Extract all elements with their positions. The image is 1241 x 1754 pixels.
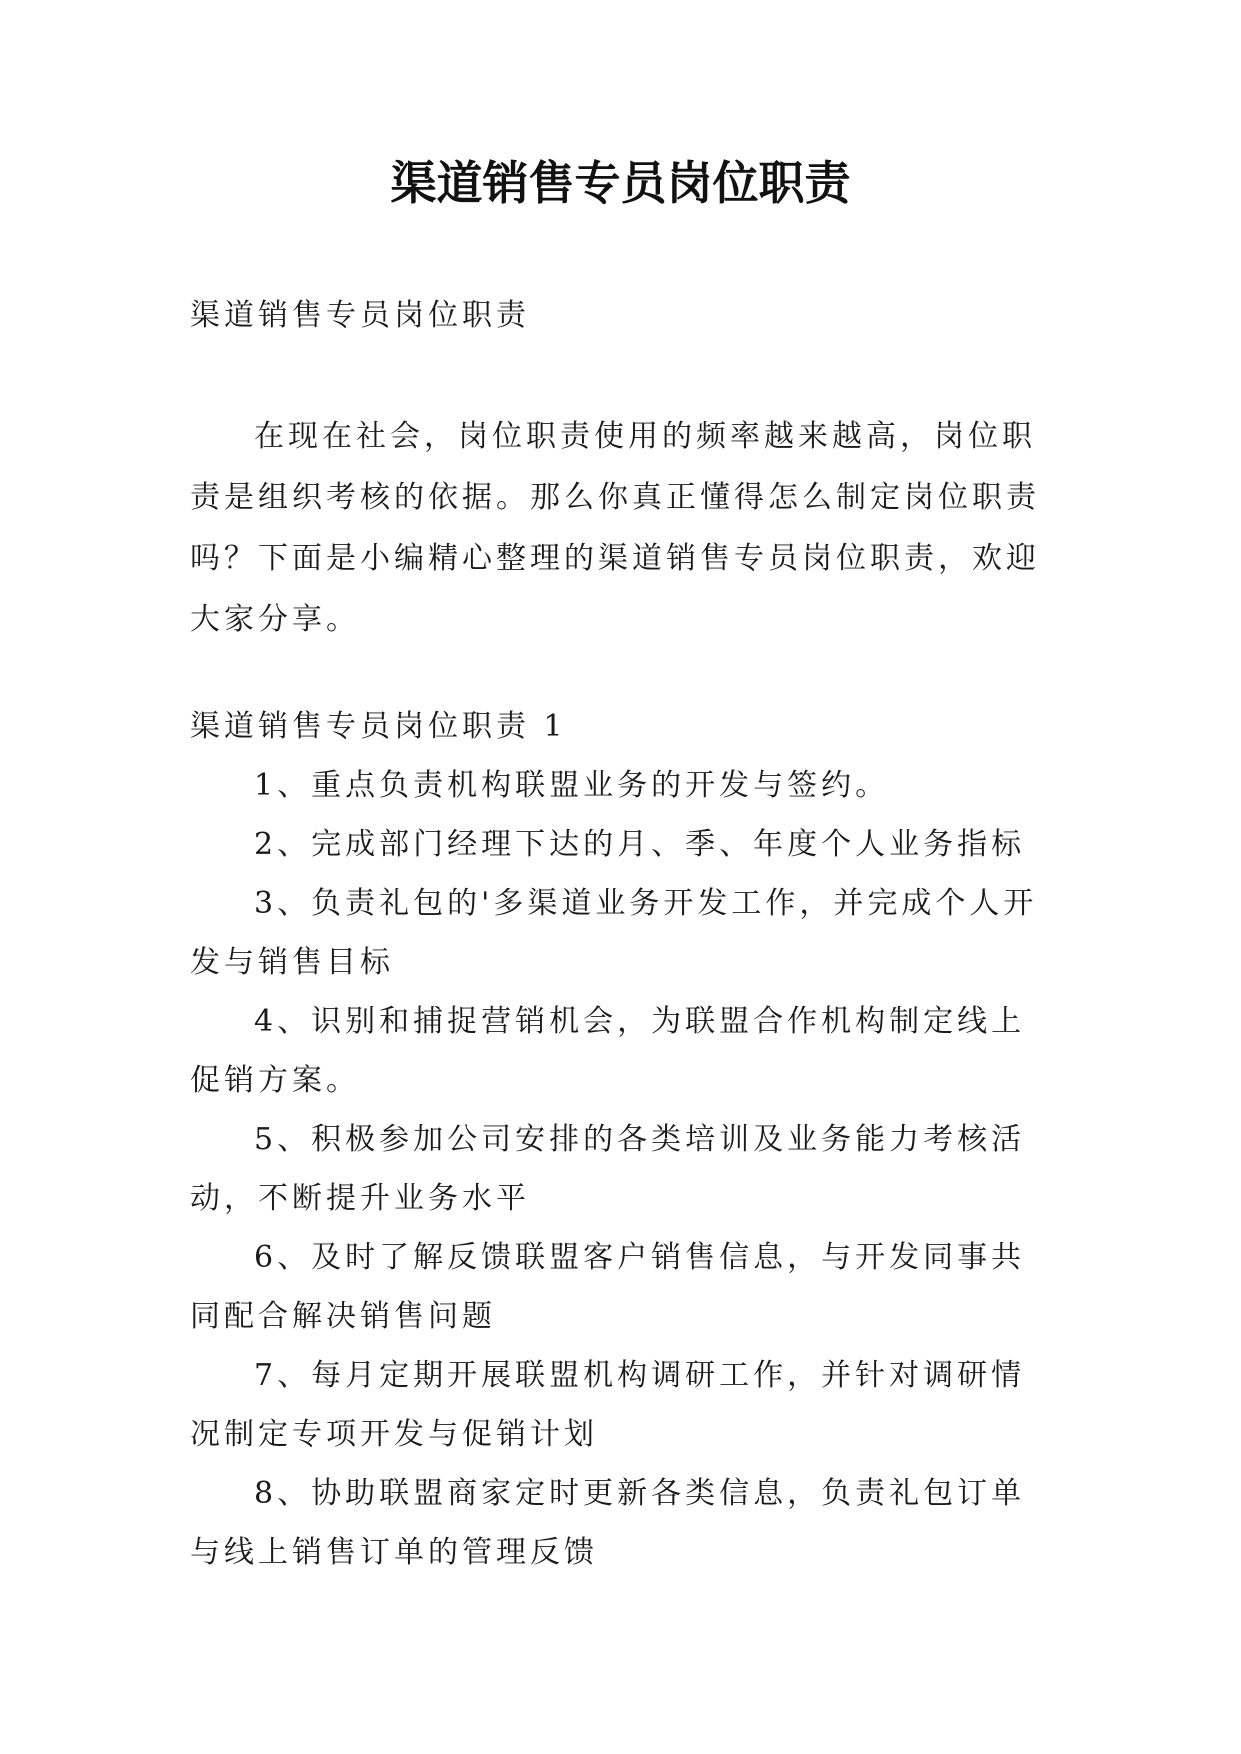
duty-item-1: 1、重点负责机构联盟业务的开发与签约。 [254,768,890,803]
duty-item-3: 3、负责礼包的'多渠道业务开发工作，并完成个人开发与销售目标 [190,886,1038,980]
duty-item-5: 5、积极参加公司安排的各类培训及业务能力考核活动，不断提升业务水平 [190,1122,1026,1216]
intro-paragraph: 在现在社会，岗位职责使用的频率越来越高，岗位职责是组织考核的依据。那么你真正懂得怎么制定岗位职责吗？下面是小编精心整理的渠道销售专员岗位职责，欢迎大家分享。 [190,419,1040,637]
duty-item-8: 8、协助联盟商家定时更新各类信息，负责礼包订单与线上销售订单的管理反馈 [190,1476,1026,1570]
duty-item-4: 4、识别和捕捉营销机会，为联盟合作机构制定线上促销方案。 [190,1004,1026,1098]
section-heading: 渠道销售专员岗位职责 1 [190,709,567,744]
document-title: 渠道销售专员岗位职责 [390,156,851,210]
duty-item-7: 7、每月定期开展联盟机构调研工作，并针对调研情况制定专项开发与促销计划 [190,1358,1026,1452]
duty-item-2: 2、完成部门经理下达的月、季、年度个人业务指标 [254,827,1026,862]
document-subtitle: 渠道销售专员岗位职责 [190,298,530,333]
duties-list [190,756,1056,1582]
duty-item-6: 6、及时了解反馈联盟客户销售信息，与开发同事共同配合解决销售问题 [190,1240,1026,1334]
